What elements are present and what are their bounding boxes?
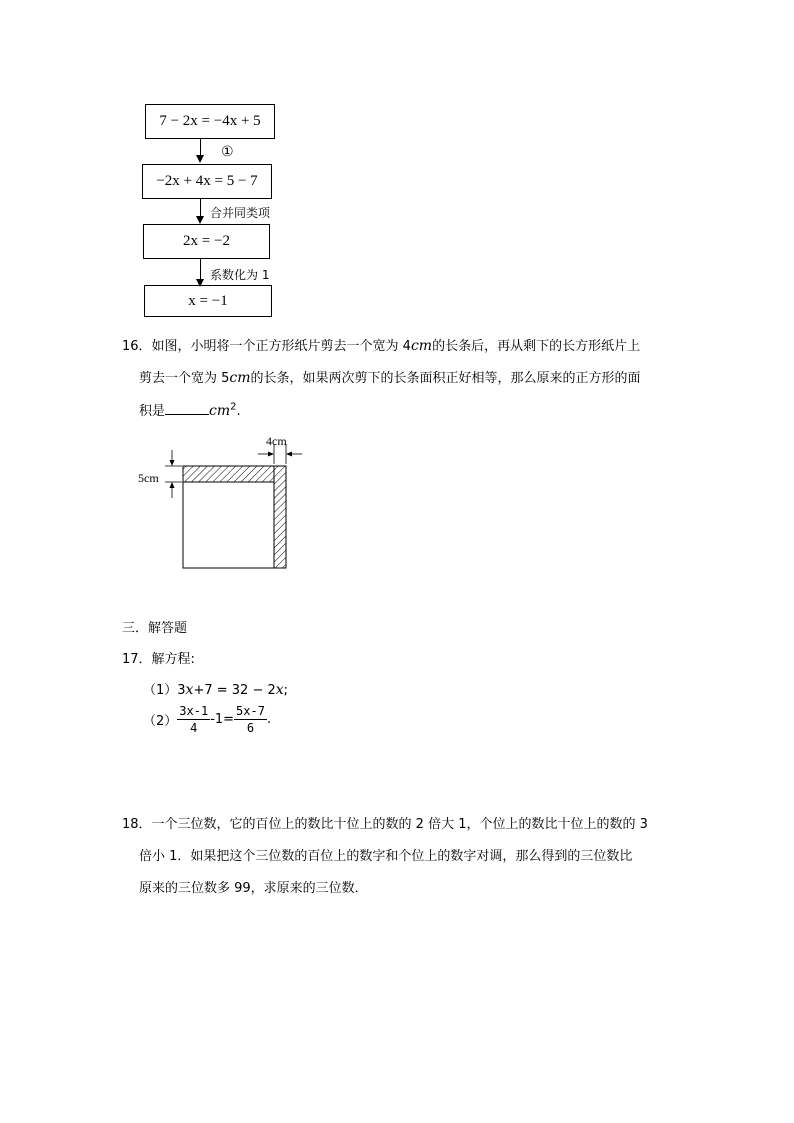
- flow-box-3: 2x = −2: [143, 224, 270, 259]
- q18-line-1: 18．一个三位数，它的百位上的数比十位上的数的 2 倍大 1，个位上的数比十位上的数的 3: [122, 817, 648, 832]
- q17-part-1: [143, 679, 288, 698]
- flow-arrow-1: [200, 139, 201, 155]
- flow-arrow-3: [200, 259, 201, 279]
- square-cut-figure: [130, 430, 320, 575]
- q17-part1-var2: x: [275, 682, 284, 698]
- q16-unit-exponent: 2: [230, 401, 237, 413]
- q16-unit-3: cm: [209, 403, 231, 419]
- fraction-1-numerator: 3x-1: [179, 704, 209, 718]
- fraction-2-numerator: 5x-7: [236, 704, 265, 718]
- right-strip: [274, 466, 286, 568]
- q16-line-1: [122, 335, 640, 354]
- flow-box-4: x = −1: [144, 285, 272, 317]
- q16-text-1b: 的长条后，再从剩下的长方形纸片上: [432, 339, 641, 354]
- flow-step-label-3: 系数化为 1: [210, 268, 270, 282]
- q16-text-2b: 的长条，如果两次剪下的长条面积正好相等，那么原来的正方形的面: [250, 371, 641, 386]
- flow-arrowhead-2: [196, 216, 204, 224]
- q17-part1-var1: x: [185, 682, 194, 698]
- q18-line-3: 原来的三位数多 99，求原来的三位数．: [139, 881, 368, 896]
- label-5cm: 5cm: [138, 471, 159, 485]
- q17-part1-mid: +7 = 32 − 2: [193, 683, 276, 698]
- q16-unit-1: cm: [410, 338, 433, 354]
- flow-box-2: −2x + 4x = 5 − 7: [142, 164, 272, 199]
- q16-unit-2: cm: [229, 370, 251, 386]
- q16-line-3: [139, 400, 241, 419]
- fraction-2-denominator: 6: [246, 721, 255, 735]
- q16-text-3a: 积是: [139, 404, 166, 419]
- q17-title: 17．解方程:: [122, 652, 195, 667]
- q17-part2-mid: -1=: [210, 712, 235, 727]
- q16-text-1a: 16．如图，小明将一个正方形纸片剪去一个宽为 4: [122, 339, 411, 354]
- fraction-1-denominator: 4: [190, 721, 198, 735]
- flow-step-label-1: ①: [221, 144, 234, 160]
- top-strip: [183, 466, 274, 482]
- section-title: 三．解答题: [122, 621, 188, 636]
- q17-part1-end: ;: [283, 683, 289, 698]
- label-4cm: 4cm: [266, 434, 287, 448]
- fraction-2: [234, 704, 267, 735]
- q17-part-2: [143, 704, 271, 735]
- q17-part1-prefix: （1）3: [143, 683, 186, 698]
- flow-arrowhead-1: [196, 155, 204, 163]
- q18-line-2: 倍小 1．如果把这个三位数的百位上的数字和个位上的数字对调，那么得到的三位数比: [139, 849, 633, 864]
- flow-step-label-2: 合并同类项: [210, 206, 271, 220]
- answer-blank[interactable]: [165, 402, 209, 415]
- q16-text-3b: .: [236, 404, 241, 419]
- q16-line-2: [139, 367, 641, 386]
- q17-part2-end: .: [266, 712, 272, 727]
- flow-box-1: 7 − 2x = −4x + 5: [145, 104, 275, 139]
- flow-arrow-2: [200, 199, 201, 216]
- q16-text-2a: 剪去一个宽为 5: [139, 371, 230, 386]
- fraction-1: [177, 704, 210, 735]
- q17-part2-prefix: （2）: [143, 714, 178, 729]
